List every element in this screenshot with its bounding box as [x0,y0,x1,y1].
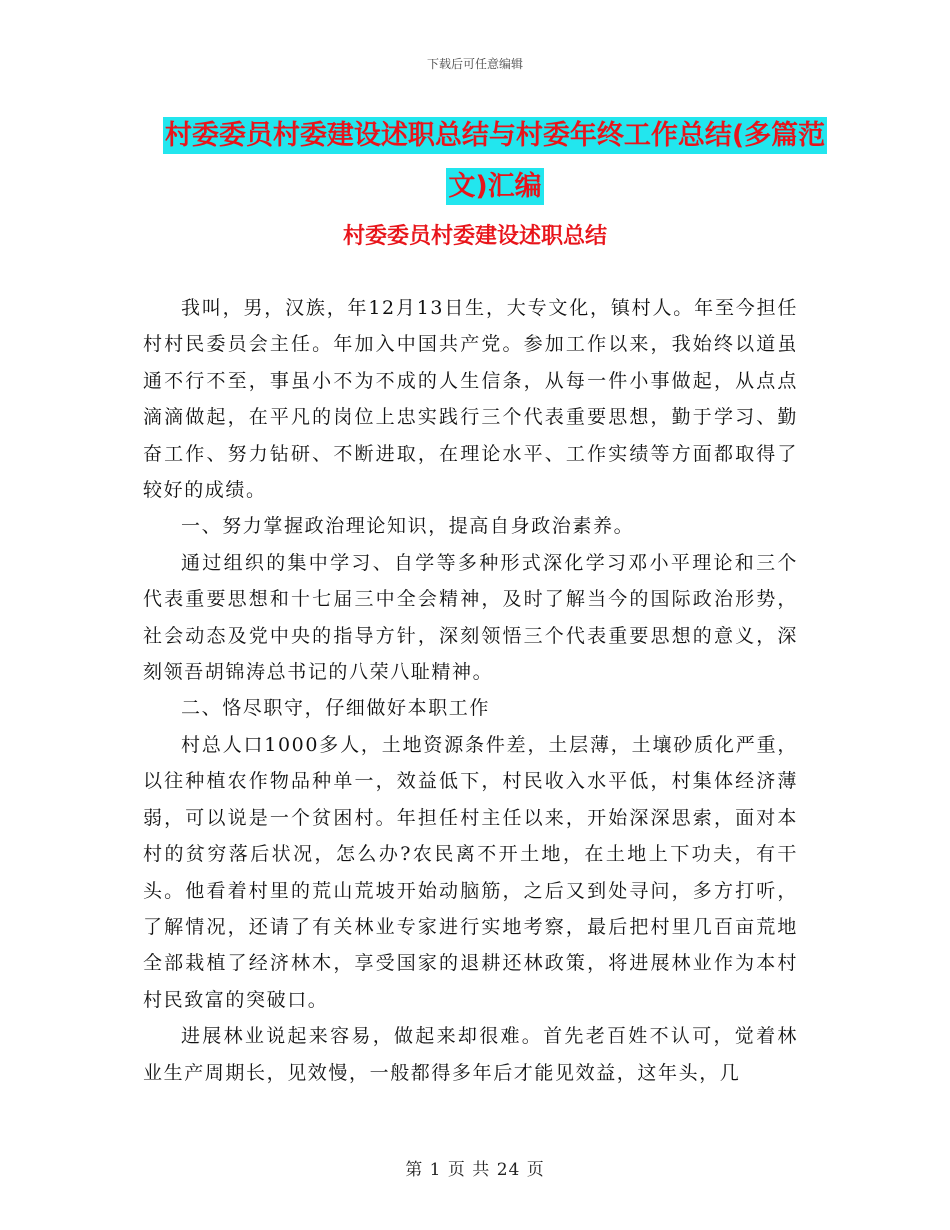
header-note: 下载后可任意编辑 [426,57,523,71]
page-footer: 第 1 页 共 24 页 [405,1160,545,1180]
body-text [143,290,798,1091]
paragraph-heading-1: 一、努力掌握政治理论知识，提高自身政治素养。 [181,515,635,538]
main-title-highlight: 村委委员村委建设述职总结与村委年终工作总结(多篇范文)汇编 [163,117,827,205]
paragraph-village: 村总人口1000多人，土地资源条件差，土层薄，土壤砂质化严重，以往种植农作物品种单一，效益低下，村民收入水平低，村集体经济薄弱，可以说是一个贫困村。年担任村主任以来，开始深深思索，面对本村的贫穷落后状况，怎么办?农民离不开土地，在土地上下功夫，有干头。他看着村里的荒山荒坡开始动脑筋，之后又到处寻问，多方打听，了解情况，还请了有关林业专家进行实地考察，最后把村里几百亩荒地全部栽植了经济林木，享受国家的退耕还林政策，将进展林业作为本村村民致富的突破口。 [143,733,798,1011]
paragraph-forestry: 进展林业说起来容易，做起来却很难。首先老百姓不认可，觉着林业生产周期长，见效慢，一般都得多年后才能见效益，这年头，几 [143,1025,798,1084]
main-title [150,110,840,212]
paragraph-heading-2: 二、恪尽职守，仔细做好本职工作 [181,697,491,720]
section-title: 村委委员村委建设述职总结 [342,224,607,249]
paragraph-study: 通过组织的集中学习、自学等多种形式深化学习邓小平理论和三个代表重要思想和十七届三中全会精神，及时了解当今的国际政治形势，社会动态及党中央的指导方针，深刻领悟三个代表重要思想的意义，深刻领吾胡锦涛总书记的八荣八耻精神。 [143,551,798,684]
paragraph-intro: 我叫，男，汉族，年12月13日生，大专文化，镇村人。年至今担任村村民委员会主任。年加入中国共产党。参加工作以来，我始终以道虽通不行不至，事虽小不为不成的人生信条，从每一件小事做起，从点点滴滴做起，在平凡的岗位上忠实践行三个代表重要思想，勤于学习、勤奋工作、努力钻研、不断进取，在理论水平、工作实绩等方面都取得了较好的成绩。 [143,297,798,502]
